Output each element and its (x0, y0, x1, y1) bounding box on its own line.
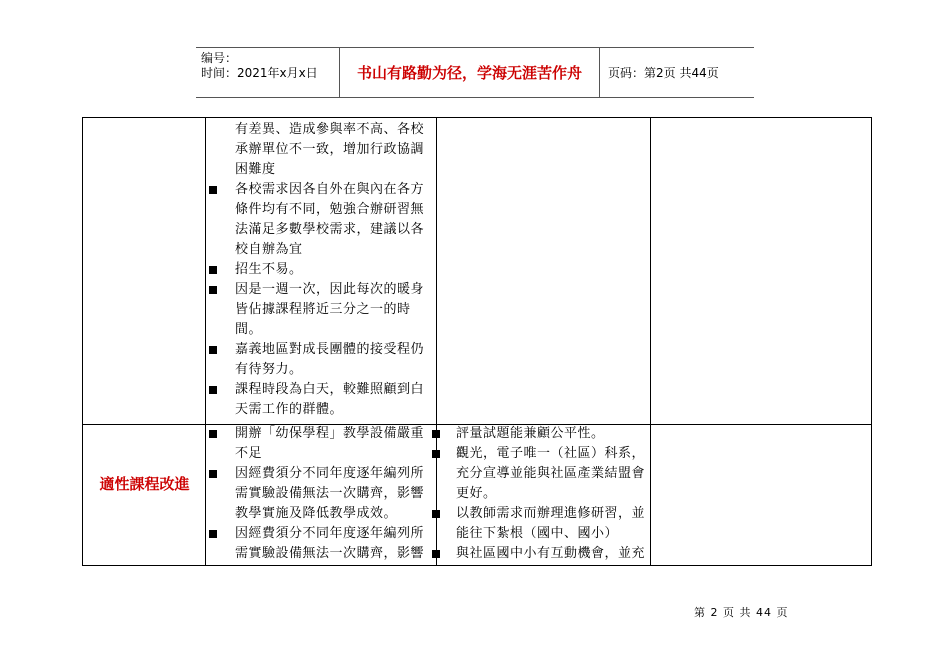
cell-text-line: 法滿足多數學校需求，建議以各 (235, 222, 425, 237)
bullet-icon (209, 186, 217, 194)
page-header (196, 47, 754, 98)
header-motto: 书山有路勤为径，学海无涯苦作舟 (356, 64, 582, 82)
cell-text-line: 條件均有不同，勉強合辦研習無 (235, 202, 425, 217)
bullet-icon (209, 266, 217, 274)
cell-text-line: 因經費須分不同年度逐年編列所 (235, 466, 425, 481)
cell-text-line: 開辦「幼保學程」教學設備嚴重 (235, 426, 425, 441)
cell-text-line: 需實驗設備無法一次購齊，影響 (235, 486, 425, 501)
bullet-icon (432, 550, 440, 558)
cell-text-line: 評量試題能兼顧公平性。 (456, 426, 605, 441)
cell-text-line: 因經費須分不同年度逐年編列所 (235, 526, 425, 541)
cell-text-line: 有待努力。 (235, 362, 303, 377)
bullet-icon (432, 450, 440, 458)
column-divider (436, 118, 437, 565)
bullet-icon (432, 510, 440, 518)
cell-text-line: 能往下紮根（國中、國小） (456, 526, 619, 541)
cell-text-line: 更好。 (456, 486, 497, 501)
cell-text-line: 與社區國中小有互動機會，並充 (456, 546, 646, 561)
cell-text-line: 觀光，電子唯一（社區）科系， (456, 446, 646, 461)
cell-text-line: 校自辦為宜 (235, 242, 303, 257)
row-label: 適性課程改進 (99, 475, 190, 493)
bullet-icon (432, 430, 440, 438)
cell-text-line: 承辦單位不一致，增加行政協調 (235, 142, 425, 157)
code-label: 编号： (201, 51, 238, 65)
bullet-icon (209, 286, 217, 294)
cell-text-line: 充分宣導並能與社區產業結盟會 (456, 466, 646, 481)
cell-text-line: 以教師需求而辦理進修研習，並 (456, 506, 646, 521)
header-meta (196, 48, 339, 97)
cell-text-line: 課程時段為白天，較難照顧到白 (235, 382, 425, 397)
header-page-code: 页码：第2页 共44页 (608, 66, 719, 80)
cell-text-line: 皆佔據課程將近三分之一的時 (235, 302, 411, 317)
cell-text-line: 因是一週一次，因此每次的暖身 (235, 282, 425, 297)
cell-text-line: 嘉義地區對成長團體的接受程仍 (235, 342, 425, 357)
bullet-icon (209, 386, 217, 394)
bullet-icon (209, 470, 217, 478)
cell-text-line: 各校需求因各自外在與內在各方 (235, 182, 425, 197)
cell-text-line: 間。 (235, 322, 263, 337)
time-label: 时间：2021年x月x日 (201, 66, 318, 80)
cell-text-line: 不足 (235, 446, 263, 461)
bullet-icon (209, 346, 217, 354)
page-footer: 第 2 页 共 44 页 (694, 606, 789, 619)
cell-text-line: 招生不易。 (235, 262, 303, 277)
column-divider (650, 118, 651, 565)
cell-text-line: 天需工作的群體。 (235, 402, 344, 417)
bullet-icon (209, 430, 217, 438)
column-divider (205, 118, 206, 565)
cell-text-line: 困難度 (235, 162, 276, 177)
cell-text-line: 需實驗設備無法一次購齊，影響 (235, 546, 425, 561)
cell-text-line: 教學實施及降低教學成效。 (235, 506, 398, 521)
cell-text-line: 有差異、造成參與率不高、各校 (235, 122, 425, 137)
bullet-icon (209, 530, 217, 538)
content-table (82, 117, 872, 566)
